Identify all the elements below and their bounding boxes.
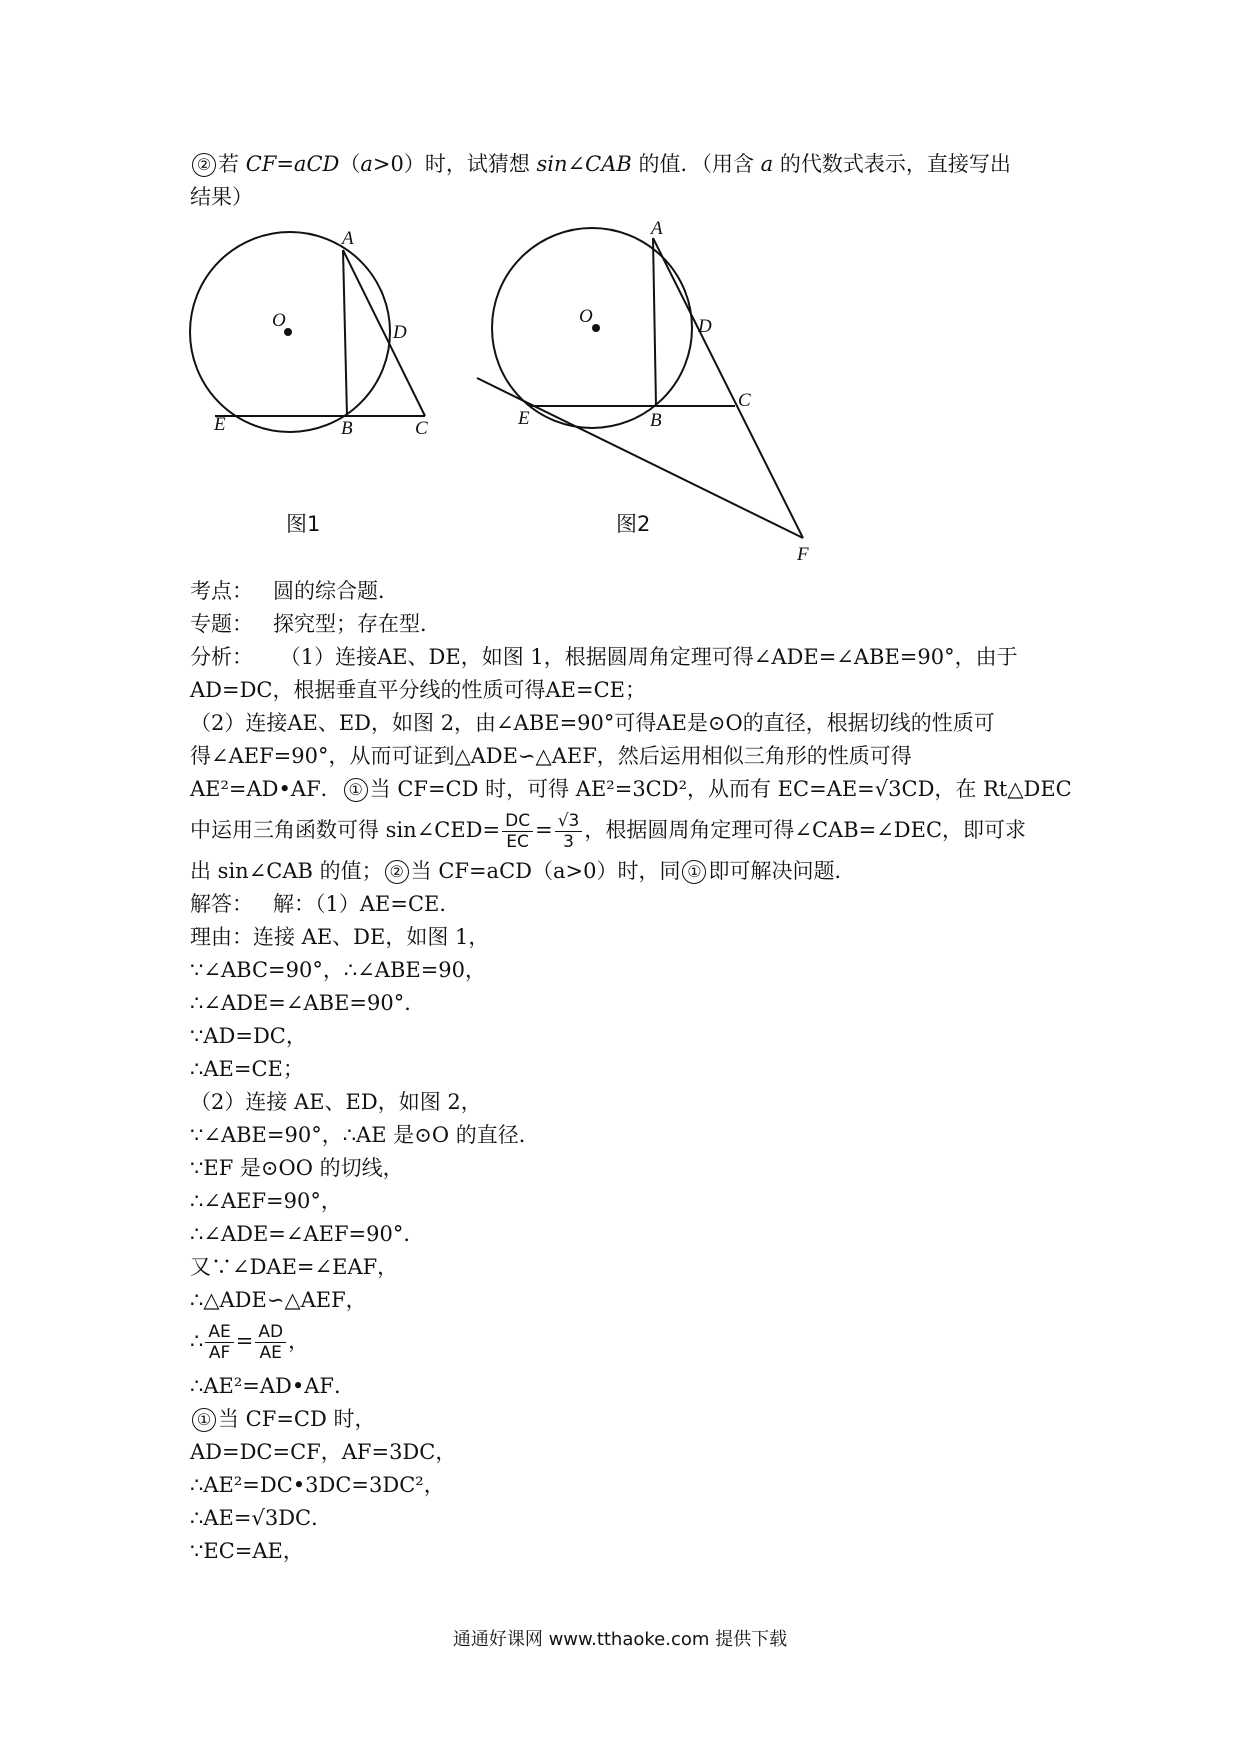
solution-line-10: ∴∠AEF=90°，: [190, 1189, 342, 1213]
fig1-label-E: E: [214, 414, 226, 435]
analysis-line-4: 得∠AEF=90°，从而可证到△ADE∽△AEF，然后运用相似三角形的性质可得: [190, 744, 912, 768]
solution-line-12: 又∵∠DAE=∠EAF，: [190, 1255, 399, 1279]
fig1-label-D: D: [393, 322, 407, 343]
fig2-center-dot: [592, 324, 600, 332]
fig2-line-AB: [653, 238, 656, 406]
solution-line-13: ∴△ADE∽△AEF，: [190, 1288, 367, 1312]
analysis-line-7: 出 sin∠CAB 的值； ② 当 CF=aCD（a>0）时，同 ① 即可解决问题．: [190, 859, 856, 883]
solution-line-11: ∴∠ADE=∠AEF=90°．: [190, 1222, 425, 1246]
fig2-label-O: O: [579, 306, 593, 327]
fig1-label-A: A: [342, 228, 354, 249]
analysis-line-3: （2）连接AE、ED，如图 2，由∠ABE=90°可得AE是⊙O的直径，根据切线的性质可: [190, 711, 995, 735]
solution-line-9: ∵EF 是⊙OO 的切线，: [190, 1156, 404, 1180]
zhuanti-text: 探究型；存在型．: [273, 612, 442, 636]
analysis-line-6: 中运用三角函数可得 sin∠CED= $\frac{DC}{EC}$ = $\frac{√3}{3}$ ，根据圆周角定理可得∠CAB=∠DEC，即可求: [190, 811, 1027, 852]
fig2-label-B: B: [650, 410, 662, 431]
kaodian-label: 考点：: [190, 579, 253, 603]
fig1-caption: 图1: [286, 512, 321, 536]
zhuanti-row: [190, 610, 441, 638]
fig2-label-E: E: [518, 408, 530, 429]
solution-line-4: ∴∠ADE=∠ABE=90°．: [190, 991, 426, 1015]
page-footer: 通通好课网 www.tthaoke.com 提供下载: [452, 1629, 788, 1650]
kaodian-row: [190, 577, 399, 605]
fraction-dc-ec: $\frac{DC}{EC}$: [502, 811, 533, 852]
analysis-line-1: 分析： （1）连接AE、DE，如图 1，根据圆周角定理可得∠ADE=∠ABE=90°，由于: [190, 645, 1018, 669]
question-line-1: ② 若 CF=aCD（a>0）时，试猜想 sin∠CAB 的值．（用含 a 的代数式表示，直接写出: [190, 150, 1011, 178]
fraction-sqrt3-3: $\frac{√3}{3}$: [555, 811, 583, 852]
fraction-ae-af: $\frac{AE}{AF}$: [205, 1322, 233, 1363]
solution-line-14: ∴ $\frac{AE}{AF}$ = $\frac{AD}{AE}$ ，: [190, 1322, 310, 1363]
fig2-label-F: F: [797, 544, 809, 565]
solution-line-2: 理由：连接 AE、DE，如图 1，: [190, 925, 490, 949]
analysis-line-2: AD=DC，根据垂直平分线的性质可得AE=CE；: [190, 678, 646, 702]
fig2-caption: 图2: [616, 512, 651, 536]
circled-number: ②: [385, 860, 409, 884]
fig2-label-C: C: [738, 390, 751, 411]
solution-line-17: AD=DC=CF，AF=3DC，: [190, 1440, 457, 1464]
solution-line-7: （2）连接 AE、ED，如图 2，: [190, 1090, 482, 1114]
fig1-line-AB: [343, 250, 347, 416]
fig1-label-O: O: [272, 310, 286, 331]
fig2-line-AF: [653, 238, 803, 538]
solution-line-8: ∵∠ABE=90°，∴AE 是⊙O 的直径．: [190, 1123, 540, 1147]
solution-line-20: ∵EC=AE，: [190, 1539, 304, 1563]
circled-number: ②: [192, 153, 216, 177]
kaodian-text: 圆的综合题．: [273, 579, 400, 603]
fig1-label-C: C: [415, 418, 428, 439]
solution-line-3: ∵∠ABC=90°，∴∠ABE=90，: [190, 958, 487, 982]
fig2-label-A: A: [651, 218, 663, 239]
solution-line-16: ① 当 CF=CD 时，: [190, 1405, 376, 1433]
circled-number: ①: [192, 1408, 216, 1432]
analysis-line-5: AE²=AD•AF． ① 当 CF=CD 时，可得 AE²=3CD²，从而有 EC=AE=√3CD，在 Rt△DEC: [190, 777, 1072, 801]
solution-line-5: ∵AD=DC，: [190, 1024, 307, 1048]
question-line-2: 结果）: [190, 185, 253, 209]
circled-number: ①: [682, 860, 706, 884]
jieda-label: 解答：: [190, 892, 253, 916]
fenxi-label: 分析：: [190, 645, 253, 669]
circled-number: ①: [344, 778, 368, 802]
fig1-line-AC: [343, 250, 425, 416]
solution-line-18: ∴AE²=DC•3DC=3DC²，: [190, 1473, 445, 1497]
fig2-label-D: D: [698, 316, 712, 337]
solution-line-15: ∴AE²=AD•AF．: [190, 1374, 355, 1398]
fraction-ad-ae: $\frac{AD}{AE}$: [255, 1322, 286, 1363]
solution-line-1: 解答： 解：（1）AE=CE．: [190, 892, 461, 916]
fig1-label-B: B: [341, 418, 353, 439]
solution-line-19: ∴AE=√3DC．: [190, 1506, 333, 1530]
zhuanti-label: 专题：: [190, 612, 253, 636]
solution-line-6: ∴AE=CE；: [190, 1057, 304, 1081]
